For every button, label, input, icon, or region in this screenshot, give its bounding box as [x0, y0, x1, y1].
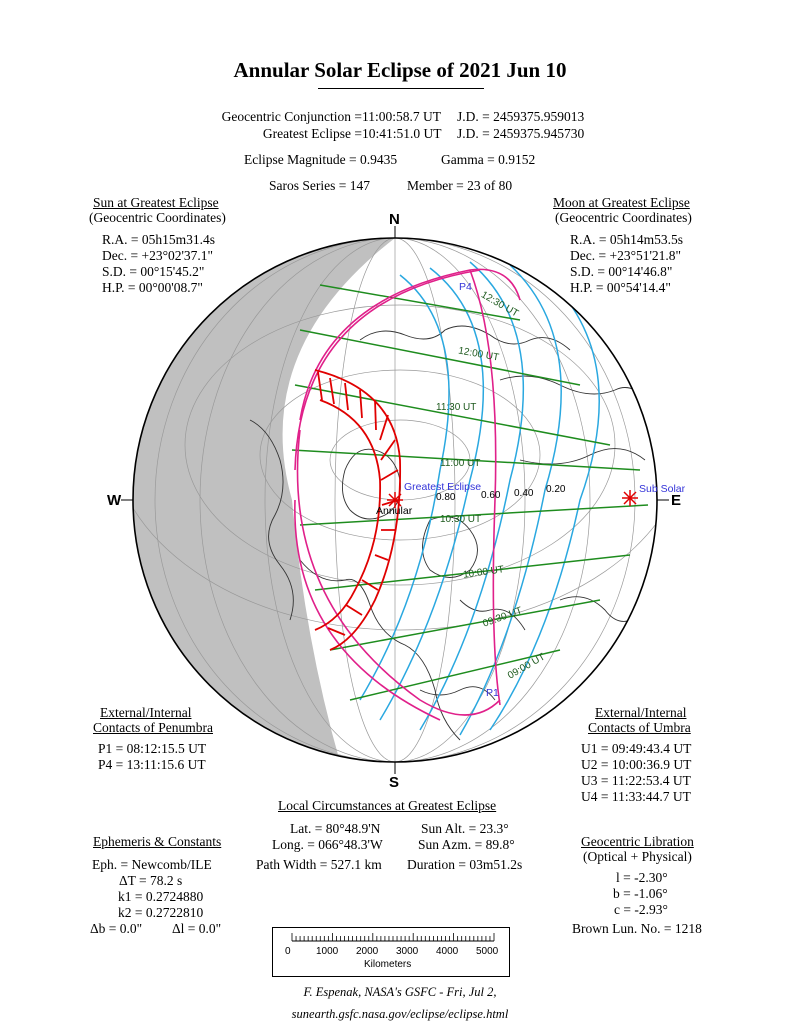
libration-heading: Geocentric Libration — [581, 834, 694, 849]
time-label-0930: 09:30 UT — [481, 605, 524, 630]
sun-hp: H.P. = 00°00'08.7" — [102, 280, 203, 295]
greatest-label: Greatest Eclipse = — [262, 126, 362, 141]
u1-contact: U1 = 09:49:43.4 UT — [581, 741, 692, 756]
local-duration: Duration = 03m51.2s — [407, 857, 523, 872]
map-west-label: W — [107, 492, 122, 509]
time-label-1000: 10:00 UT — [462, 564, 505, 581]
moon-ra: R.A. = 05h14m53.5s — [570, 232, 683, 247]
map-east-label: E — [671, 492, 682, 509]
ephemeris-heading: Ephemeris & Constants — [93, 834, 222, 849]
conjunction-label: Geocentric Conjunction = — [221, 109, 362, 124]
time-label-1200: 12:00 UT — [457, 345, 500, 364]
time-label-1100: 11:00 UT — [440, 458, 481, 469]
local-heading: Local Circumstances at Greatest Eclipse — [278, 798, 497, 813]
ephemeris-k1: k1 = 0.2724880 — [118, 889, 204, 904]
local-path-width: Path Width = 527.1 km — [256, 857, 382, 872]
credit-line-2: sunearth.gsfc.nasa.gov/eclipse/eclipse.html — [291, 1007, 509, 1021]
scale-tick-label-2000: 2000 — [356, 946, 379, 957]
time-label-1130: 11:30 UT — [436, 402, 477, 413]
annular-map-label: Annular — [376, 505, 413, 517]
scale-tick-label-4000: 4000 — [436, 946, 459, 957]
moon-hp: H.P. = 00°54'14.4" — [570, 280, 671, 295]
u2-contact: U2 = 10:00:36.9 UT — [581, 757, 692, 772]
moon-dec: Dec. = +23°51'21.8" — [570, 248, 682, 263]
magnitude-label-080: 0.80 — [436, 492, 456, 503]
local-lat: Lat. = 80°48.9'N — [290, 821, 381, 836]
saros-series: Saros Series = 147 — [269, 178, 370, 193]
moon-heading: Moon at Greatest Eclipse — [553, 195, 690, 210]
conjunction-value: 11:00:58.7 UT — [362, 109, 441, 124]
p4-contact: P4 = 13:11:15.6 UT — [98, 757, 206, 772]
umbra-heading-1: External/Internal — [595, 705, 687, 720]
conjunction-jd: J.D. = 2459375.959013 — [457, 109, 585, 124]
p1-contact: P1 = 08:12:15.5 UT — [98, 741, 207, 756]
u3-contact: U3 = 11:22:53.4 UT — [581, 773, 691, 788]
p4-map-label: P4 — [459, 281, 472, 293]
greatest-eclipse-map-label: Greatest Eclipse — [404, 481, 482, 493]
time-label-1230: 12:30 UT — [479, 289, 521, 320]
sun-subheading: (Geocentric Coordinates) — [89, 210, 226, 225]
time-label-1030: 10:30 UT — [440, 514, 482, 525]
map-south-label: S — [389, 774, 400, 791]
scale-tick-label-1000: 1000 — [316, 946, 339, 957]
penumbra-heading-2: Contacts of Penumbra — [93, 720, 213, 735]
subsolar-map-label: Sub Solar — [639, 483, 686, 495]
magnitude-label-040: 0.40 — [514, 488, 534, 499]
ephemeris-delta-l: Δl = 0.0" — [172, 921, 222, 936]
saros-member: Member = 23 of 80 — [407, 178, 513, 193]
sun-sd: S.D. = 00°15'45.2" — [102, 264, 205, 279]
ephemeris-delta-b: Δb = 0.0" — [90, 921, 143, 936]
magnitude-label-060: 0.60 — [481, 490, 501, 501]
umbra-heading-2: Contacts of Umbra — [588, 720, 691, 735]
scale-unit: Kilometers — [364, 959, 412, 970]
libration-l: l = -2.30° — [616, 870, 668, 885]
local-long: Long. = 066°48.3'W — [272, 837, 383, 852]
brown-lunation: Brown Lun. No. = 1218 — [572, 921, 702, 936]
greatest-value: 10:41:51.0 UT — [362, 126, 442, 141]
page-title: Annular Solar Eclipse of 2021 Jun 10 — [233, 58, 567, 82]
ephemeris-eph: Eph. = Newcomb/ILE — [92, 857, 212, 872]
sun-dec: Dec. = +23°02'37.1" — [102, 248, 214, 263]
sun-ra: R.A. = 05h15m31.4s — [102, 232, 215, 247]
umbra-contacts — [581, 741, 691, 805]
scale-tick-label-0: 0 — [285, 946, 291, 957]
libration-subheading: (Optical + Physical) — [583, 849, 692, 864]
greatest-jd: J.D. = 2459375.945730 — [457, 126, 585, 141]
libration-b: b = -1.06° — [613, 886, 668, 901]
eclipse-magnitude: Eclipse Magnitude = 0.9435 — [244, 152, 398, 167]
ephemeris-delta-t: ΔT = 78.2 s — [119, 873, 183, 888]
local-sun-azm: Sun Azm. = 89.8° — [418, 837, 515, 852]
moon-sd: S.D. = 00°14'46.8" — [570, 264, 673, 279]
penumbra-contacts — [98, 741, 206, 773]
moon-subheading: (Geocentric Coordinates) — [555, 210, 692, 225]
subsolar-marker — [622, 490, 638, 506]
magnitude-label-020: 0.20 — [546, 484, 566, 495]
scale-ticks — [292, 933, 494, 941]
u4-contact: U4 = 11:33:44.7 UT — [581, 789, 691, 804]
scale-tick-label-5000: 5000 — [476, 946, 499, 957]
libration-c: c = -2.93° — [614, 902, 668, 917]
penumbra-heading-1: External/Internal — [100, 705, 192, 720]
p1-map-label: P1 — [486, 687, 499, 699]
map-north-label: N — [389, 211, 400, 228]
ephemeris-k2: k2 = 0.2722810 — [118, 905, 204, 920]
sun-heading: Sun at Greatest Eclipse — [93, 195, 219, 210]
local-sun-alt: Sun Alt. = 23.3° — [421, 821, 509, 836]
scale-tick-label-3000: 3000 — [396, 946, 419, 957]
gamma: Gamma = 0.9152 — [441, 152, 536, 167]
credit-line-1: F. Espenak, NASA's GSFC - Fri, Jul 2, — [303, 985, 497, 999]
time-label-0900: 09:00 UT — [506, 651, 548, 682]
